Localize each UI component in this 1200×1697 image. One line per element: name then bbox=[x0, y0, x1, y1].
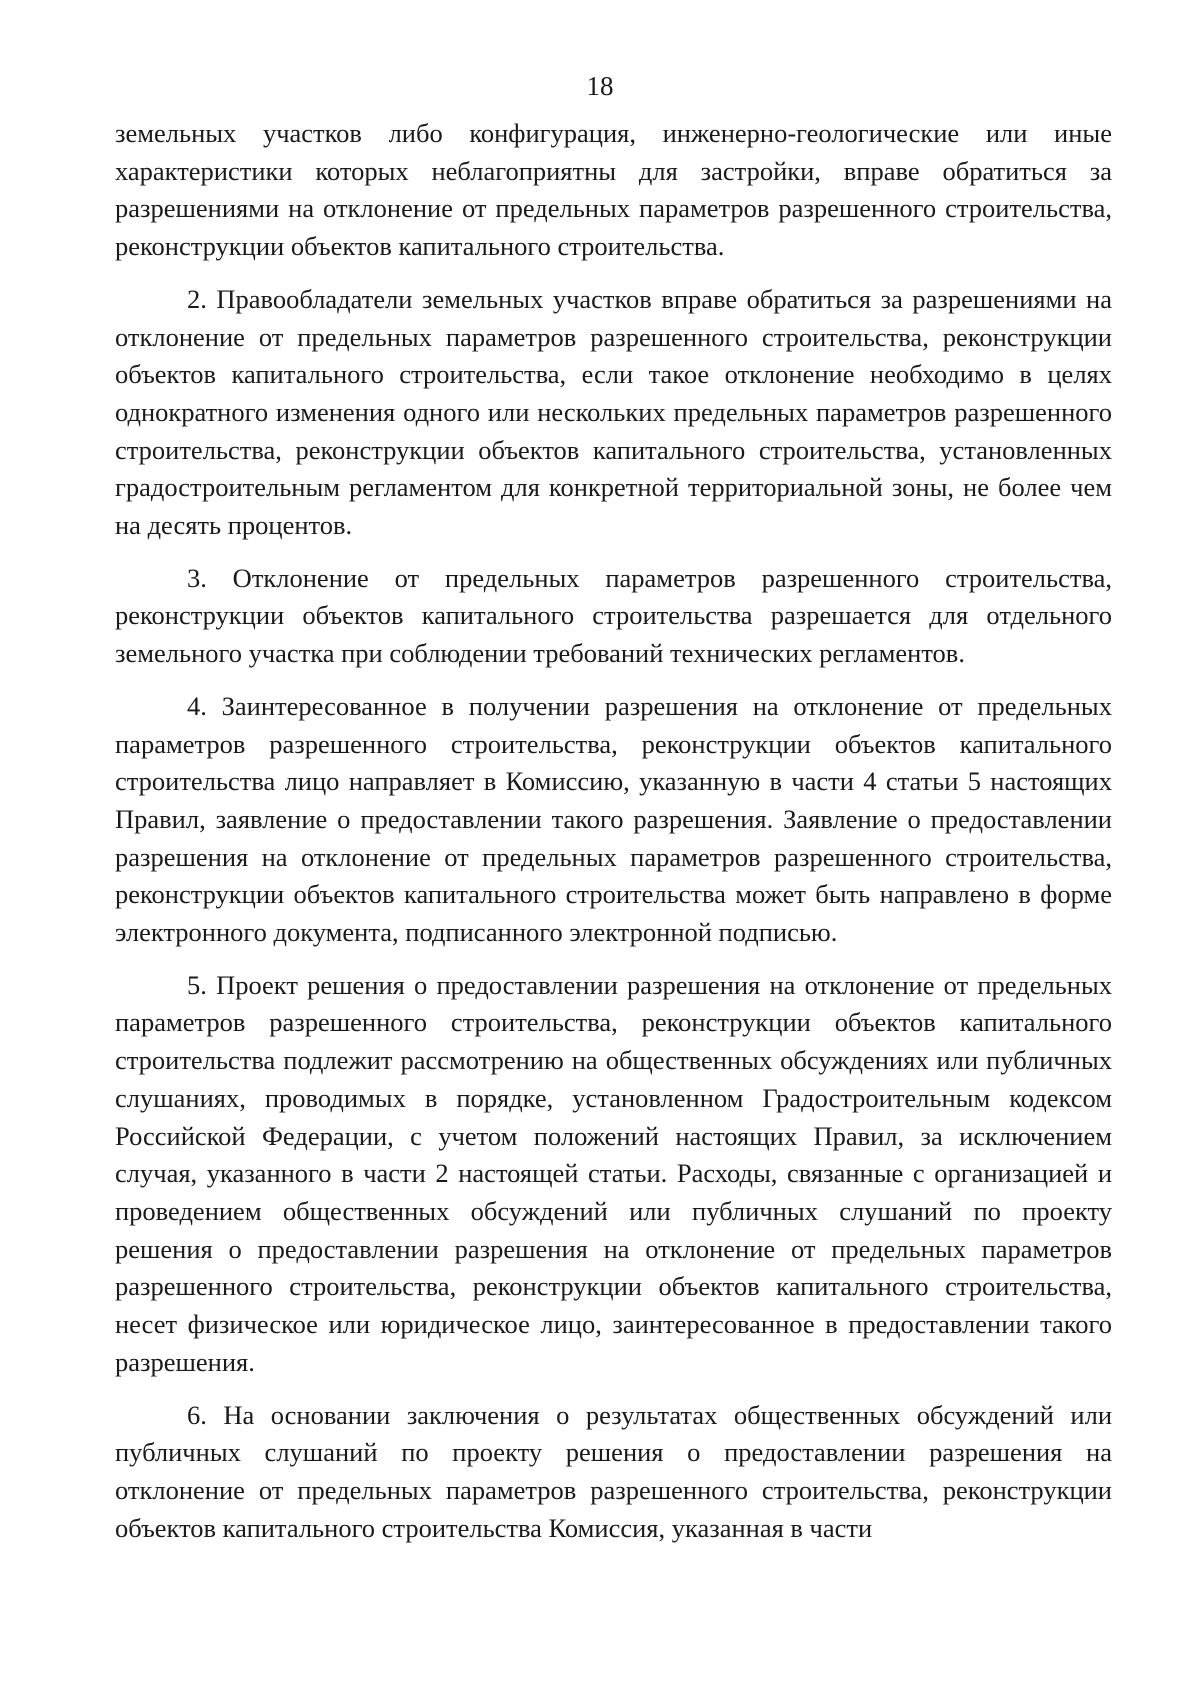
paragraph-6: 6. На основании заключения о результатах общественных обсуждений или публичных слушаний по проекту решения о предоставлении разрешения на отклонение от предельных параметров разрешенного строительства, реконструкции объектов капитального строительства Комиссия, указанная в части bbox=[115, 1399, 1112, 1543]
paragraph-3: 3. Отклонение от предельных параметров разрешенного строительства, реконструкции объектов капитального строительства разрешается для отдельного земельного участка при соблюдении требований технических регламентов. bbox=[115, 562, 1112, 669]
paragraph-continuation: земельных участков либо конфигурация, инженерно-геологические или иные характеристики которых неблагоприятны для застройки, вправе обратиться за разрешениями на отклонение от предельных параметров разрешенного строительства, реконструкции объектов капитального строительства. bbox=[115, 118, 1112, 262]
paragraph-2: 2. Правообладатели земельных участков вправе обратиться за разрешениями на отклонение от предельных параметров разрешенного строительства, реконструкции объектов капитального строительства, если такое отклонение необходимо в целях однократного изменения одного или нескольких предельных параметров разрешенного строительства, реконструкции объектов капитального строительства, установленных градостроительным регламентом для конкретной территориальной зоны, не более чем на десять процентов. bbox=[115, 283, 1112, 541]
page-number: 18 bbox=[586, 71, 614, 101]
paragraph-4: 4. Заинтересованное в получении разрешения на отклонение от предельных параметров разрешенного строительства, реконструкции объектов капитального строительства лицо направляет в Комиссию, указанную в части 4 статьи 5 настоящих Правил, заявление о предоставлении такого разрешения. Заявление о предоставлении разрешения на отклонение от предельных параметров разрешенного строительства, реконструкции объектов капитального строительства может быть направлено в форме электронного документа, подписанного электронной подписью. bbox=[115, 690, 1112, 948]
paragraph-5: 5. Проект решения о предоставлении разрешения на отклонение от предельных параметров разрешенного строительства, реконструкции объектов капитального строительства подлежит рассмотрению на общественных обсуждениях или публичных слушаниях, проводимых в порядке, установленном Градостроительным кодексом Российской Федерации, с учетом положений настоящих Правил, за исключением случая, указанного в части 2 настоящей статьи. Расходы, связанные с организацией и проведением общественных обсуждений или публичных слушаний по проекту решения о предоставлении разрешения на отклонение от предельных параметров разрешенного строительства, реконструкции объектов капитального строительства, несет физическое или юридическое лицо, заинтересованное в предоставлении такого разрешения. bbox=[115, 969, 1112, 1377]
document-body bbox=[115, 115, 1112, 1547]
